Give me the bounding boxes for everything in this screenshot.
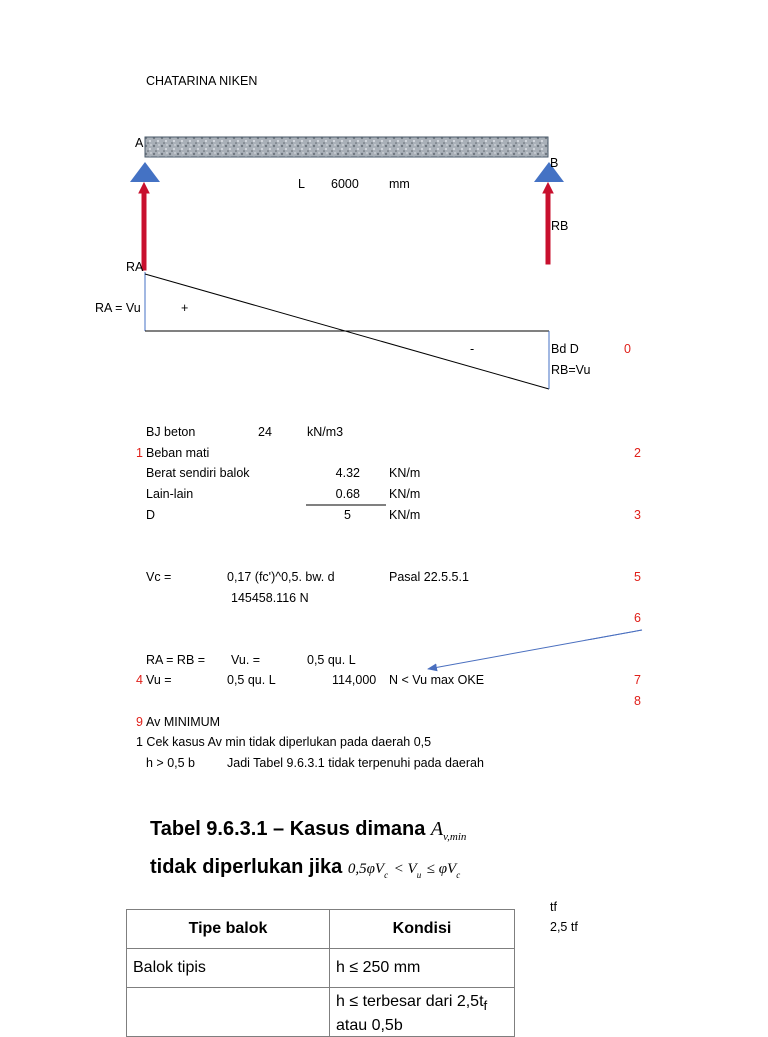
half-qu: 0,5 qu. L: [307, 653, 356, 667]
berat-label: Berat sendiri balok: [146, 466, 250, 480]
cek-kasus-line: 1 Cek kasus Av min tidak diperlukan pada daerah 0,5: [136, 735, 432, 749]
table-title-line-2: tidak diperlukan jika $0,5\varphi V_c < V_u \le \varphi V_c$: [150, 856, 461, 880]
jadi-line: Jadi Tabel 9.6.3.1 tidak terpenuhi pada daerah: [227, 756, 484, 770]
shear-red-value: 0: [624, 342, 631, 356]
vu-formula: 0,5 qu. L: [227, 673, 276, 687]
tf-note: tf: [550, 900, 557, 914]
cell-balok-tipis: Balok tipis: [127, 949, 330, 988]
length-label: L: [298, 177, 305, 191]
bj-unit: kN/m3: [307, 425, 344, 439]
row-number-1: 1: [136, 446, 143, 460]
shear-left-label: RA = Vu: [95, 301, 141, 315]
d-label: D: [146, 508, 156, 522]
header-tipe-balok: Tipe balok: [127, 910, 330, 949]
cell-empty: [127, 988, 330, 1037]
reaction-a-label: RA: [126, 260, 144, 274]
right-number-5: 5: [634, 570, 641, 584]
cell-kondisi-1: h ≤ 250 mm: [330, 949, 515, 988]
lain-value: 0.68: [335, 487, 360, 501]
shear-minus: -: [470, 342, 475, 356]
table-header-row: [127, 910, 515, 949]
bj-label: BJ beton: [146, 425, 196, 439]
berat-value: 4.32: [335, 466, 360, 480]
bj-value: 24: [258, 425, 272, 439]
support-b: [534, 162, 564, 182]
right-number-8: 8: [634, 694, 641, 708]
shear-right-label-2: RB=Vu: [551, 363, 591, 377]
vc-formula: 0,17 (fc')^0,5. bw. d: [227, 570, 335, 584]
lain-unit: KN/m: [389, 487, 421, 501]
header-kondisi: Kondisi: [330, 910, 515, 949]
shear-plus: +: [181, 301, 189, 315]
d-unit: KN/m: [389, 508, 421, 522]
vu-eq-label: Vu. =: [231, 653, 261, 667]
vu-label: Vu =: [146, 673, 172, 687]
support-a: [130, 162, 160, 182]
support-b-label: B: [550, 156, 559, 170]
lain-label: Lain-lain: [146, 487, 194, 501]
author-name: CHATARINA NIKEN: [146, 74, 258, 88]
ra-rb-label: RA = RB =: [146, 653, 206, 667]
beban-mati: Beban mati: [146, 446, 210, 460]
vc-ref: Pasal 22.5.5.1: [389, 570, 469, 584]
length-value: 6000: [331, 177, 359, 191]
av-minimum: Av MINIMUM: [146, 715, 221, 729]
tf25-note: 2,5 tf: [550, 920, 578, 934]
right-number-6: 6: [634, 611, 641, 625]
row-number-9: 9: [136, 715, 143, 729]
reaction-b-label: RB: [551, 219, 569, 233]
vu-check: N < Vu max OKE: [389, 673, 485, 687]
vc-value: 145458.116 N: [231, 591, 309, 605]
berat-unit: KN/m: [389, 466, 421, 480]
annotation-arrow: [428, 630, 642, 640]
right-number-7: 7: [634, 673, 641, 687]
table-row: [127, 949, 515, 988]
support-a-label: A: [135, 136, 144, 150]
right-number-3: 3: [634, 508, 641, 522]
cell-kondisi-2: h ≤ terbesar dari $2,5t_f$ atau 0,5b: [330, 988, 515, 1037]
vu-value: 114,000: [332, 673, 377, 687]
length-unit: mm: [389, 177, 410, 191]
table-row: [127, 988, 515, 1037]
d-value: 5: [344, 508, 351, 522]
kasus-table: [126, 909, 515, 1037]
row-number-4: 4: [136, 673, 143, 687]
right-number-2: 2: [634, 446, 641, 460]
h-condition: h > 0,5 b: [146, 756, 195, 770]
vc-label: Vc =: [146, 570, 172, 584]
shear-right-label-1: Bd D: [551, 342, 579, 356]
table-title-line-1: Tabel 9.6.3.1 – Kasus dimana $A_{v,min}$: [150, 818, 467, 843]
reaction-arrow-a: [139, 183, 149, 270]
beam: [145, 137, 548, 157]
